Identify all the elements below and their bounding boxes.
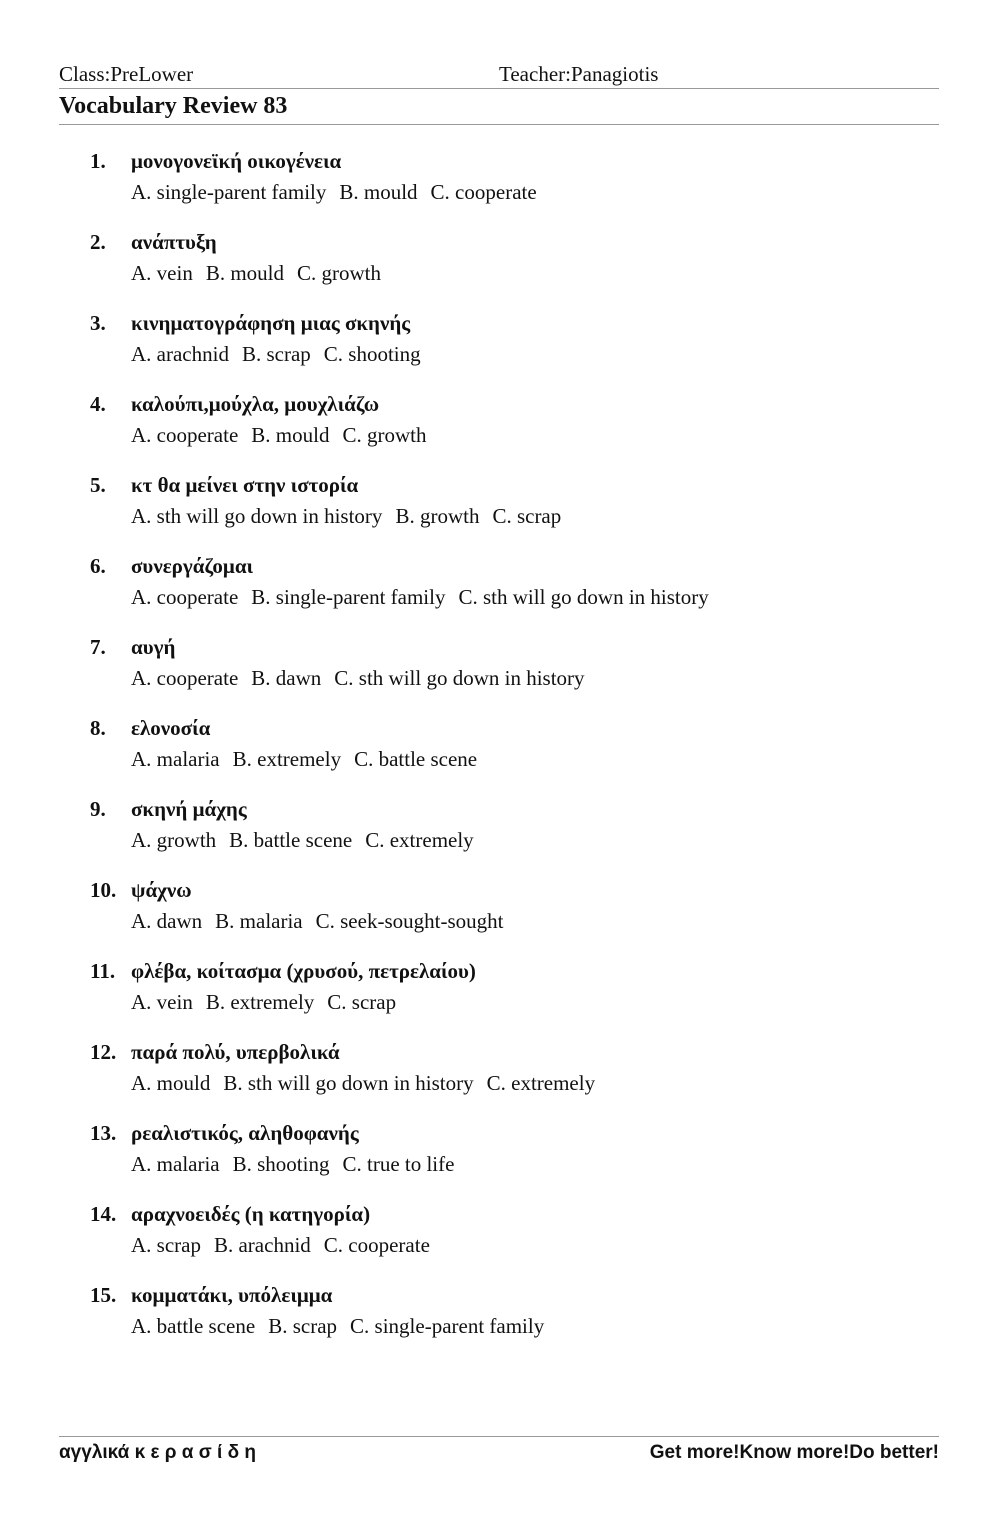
answer-option[interactable]: C. cooperate (323, 1233, 430, 1257)
question-number: 12. (90, 1040, 117, 1064)
answer-option[interactable]: A. mould (131, 1071, 211, 1095)
answer-option[interactable]: B. mould (205, 261, 285, 285)
question-number: 7. (90, 635, 106, 659)
question-number: 4. (90, 392, 106, 416)
answer-options (131, 1314, 557, 1339)
question-item (0, 1202, 1000, 1283)
answer-options (131, 1233, 443, 1258)
question-item (0, 473, 1000, 554)
question-number: 11. (90, 959, 116, 983)
question-item (0, 554, 1000, 635)
question-prompt: καλούπι,μούχλα, μουχλιάζω (131, 392, 380, 416)
question-prompt: αραχνοειδές (η κατηγορία) (131, 1202, 371, 1226)
answer-option[interactable]: C. scrap (327, 990, 397, 1014)
question-number: 1. (90, 149, 106, 173)
answer-option[interactable]: A. cooperate (131, 666, 239, 690)
answer-option[interactable]: C. seek-sought-sought (315, 909, 504, 933)
answer-option[interactable]: A. battle scene (131, 1314, 256, 1338)
answer-options (131, 909, 516, 934)
question-number: 15. (90, 1283, 117, 1307)
question-number: 3. (90, 311, 106, 335)
answer-option[interactable]: C. extremely (365, 828, 474, 852)
answer-options (131, 666, 598, 691)
answer-option[interactable]: A. scrap (131, 1233, 201, 1257)
answer-option[interactable]: B. mould (251, 423, 330, 447)
question-prompt: φλέβα, κοίτασμα (χρυσού, πετρελαίου) (131, 959, 476, 983)
question-item (0, 635, 1000, 716)
answer-option[interactable]: C. true to life (342, 1152, 455, 1176)
answer-option[interactable]: B. single-parent family (251, 585, 446, 609)
question-item (0, 311, 1000, 392)
answer-option[interactable]: C. sth will go down in history (334, 666, 585, 690)
question-item (0, 392, 1000, 473)
answer-option[interactable]: B. extremely (205, 990, 315, 1014)
answer-option[interactable]: C. extremely (486, 1071, 596, 1095)
answer-options (131, 504, 574, 529)
question-prompt: αυγή (131, 635, 176, 659)
question-item (0, 230, 1000, 311)
page-title: Vocabulary Review 83 (59, 93, 288, 119)
answer-option[interactable]: A. single-parent family (131, 180, 327, 204)
answer-option[interactable]: B. malaria (215, 909, 303, 933)
answer-options (131, 747, 490, 772)
question-prompt: ρεαλιστικός, αληθοφανής (131, 1121, 359, 1145)
question-prompt: κινηματογράφηση μιας σκηνής (131, 311, 411, 335)
answer-option[interactable]: A. arachnid (131, 342, 229, 366)
question-item (0, 878, 1000, 959)
question-item (0, 1040, 1000, 1121)
question-list (0, 149, 1000, 1364)
answer-option[interactable]: A. malaria (131, 1152, 220, 1176)
answer-option[interactable]: A. vein (131, 990, 193, 1014)
question-prompt: σκηνή μάχης (131, 797, 247, 821)
question-item (0, 959, 1000, 1040)
answer-option[interactable]: B. mould (339, 180, 418, 204)
answer-option[interactable]: A. vein (131, 261, 193, 285)
footer-slogan: Get more!Know more!Do better! (649, 1442, 939, 1463)
answer-option[interactable]: C. battle scene (354, 747, 478, 771)
answer-option[interactable]: B. scrap (241, 342, 311, 366)
question-prompt: ψάχνω (131, 878, 192, 902)
answer-options (131, 180, 550, 205)
question-number: 10. (90, 878, 117, 902)
answer-options (131, 828, 487, 853)
question-number: 8. (90, 716, 106, 740)
answer-option[interactable]: B. sth will go down in history (223, 1071, 474, 1095)
title-divider (59, 124, 939, 125)
question-item (0, 149, 1000, 230)
question-prompt: ελονοσία (131, 716, 211, 740)
answer-options (131, 1071, 608, 1096)
question-number: 14. (90, 1202, 117, 1226)
answer-option[interactable]: A. sth will go down in history (131, 504, 383, 528)
question-prompt: παρά πολύ, υπερβολικά (131, 1040, 340, 1064)
answer-option[interactable]: B. scrap (268, 1314, 338, 1338)
answer-options (131, 990, 409, 1015)
question-item (0, 1121, 1000, 1202)
question-prompt: μονογονεϊκή οικογένεια (131, 149, 342, 173)
answer-option[interactable]: A. cooperate (131, 585, 239, 609)
question-number: 9. (90, 797, 106, 821)
question-number: 6. (90, 554, 106, 578)
answer-option[interactable]: B. arachnid (213, 1233, 311, 1257)
question-prompt: κτ θα μείνει στην ιστορία (131, 473, 359, 497)
answer-option[interactable]: C. sth will go down in history (458, 585, 709, 609)
answer-option[interactable]: C. growth (342, 423, 427, 447)
answer-option[interactable]: A. malaria (131, 747, 220, 771)
header-divider (59, 88, 939, 89)
answer-options (131, 261, 394, 286)
header-row (59, 62, 939, 88)
answer-option[interactable]: B. dawn (251, 666, 322, 690)
teacher-label: Teacher:Panagiotis (499, 62, 659, 86)
footer (59, 1442, 939, 1466)
answer-options (131, 585, 722, 610)
answer-option[interactable]: C. single-parent family (350, 1314, 545, 1338)
answer-option[interactable]: C. scrap (492, 504, 562, 528)
question-item (0, 716, 1000, 797)
answer-option[interactable]: A. growth (131, 828, 217, 852)
answer-option[interactable]: C. growth (297, 261, 382, 285)
answer-option[interactable]: C. cooperate (430, 180, 537, 204)
question-number: 2. (90, 230, 106, 254)
answer-options (131, 342, 434, 367)
answer-options (131, 423, 439, 448)
class-label: Class:PreLower (59, 62, 194, 86)
answer-option[interactable]: B. extremely (232, 747, 342, 771)
question-prompt: κομματάκι, υπόλειμμα (131, 1283, 333, 1307)
question-item (0, 797, 1000, 878)
question-number: 13. (90, 1121, 117, 1145)
answer-options (131, 1152, 467, 1177)
question-item (0, 1283, 1000, 1364)
answer-option[interactable]: B. battle scene (229, 828, 353, 852)
question-prompt: συνεργάζομαι (131, 554, 254, 578)
footer-divider (59, 1436, 939, 1437)
question-number: 5. (90, 473, 106, 497)
answer-option[interactable]: A. dawn (131, 909, 203, 933)
answer-option[interactable]: B. shooting (232, 1152, 330, 1176)
question-prompt: ανάπτυξη (131, 230, 217, 254)
answer-option[interactable]: B. growth (395, 504, 480, 528)
answer-option[interactable]: C. shooting (323, 342, 421, 366)
footer-brand: αγγλικά κ ε ρ α σ ί δ η (59, 1442, 256, 1463)
answer-option[interactable]: A. cooperate (131, 423, 239, 447)
